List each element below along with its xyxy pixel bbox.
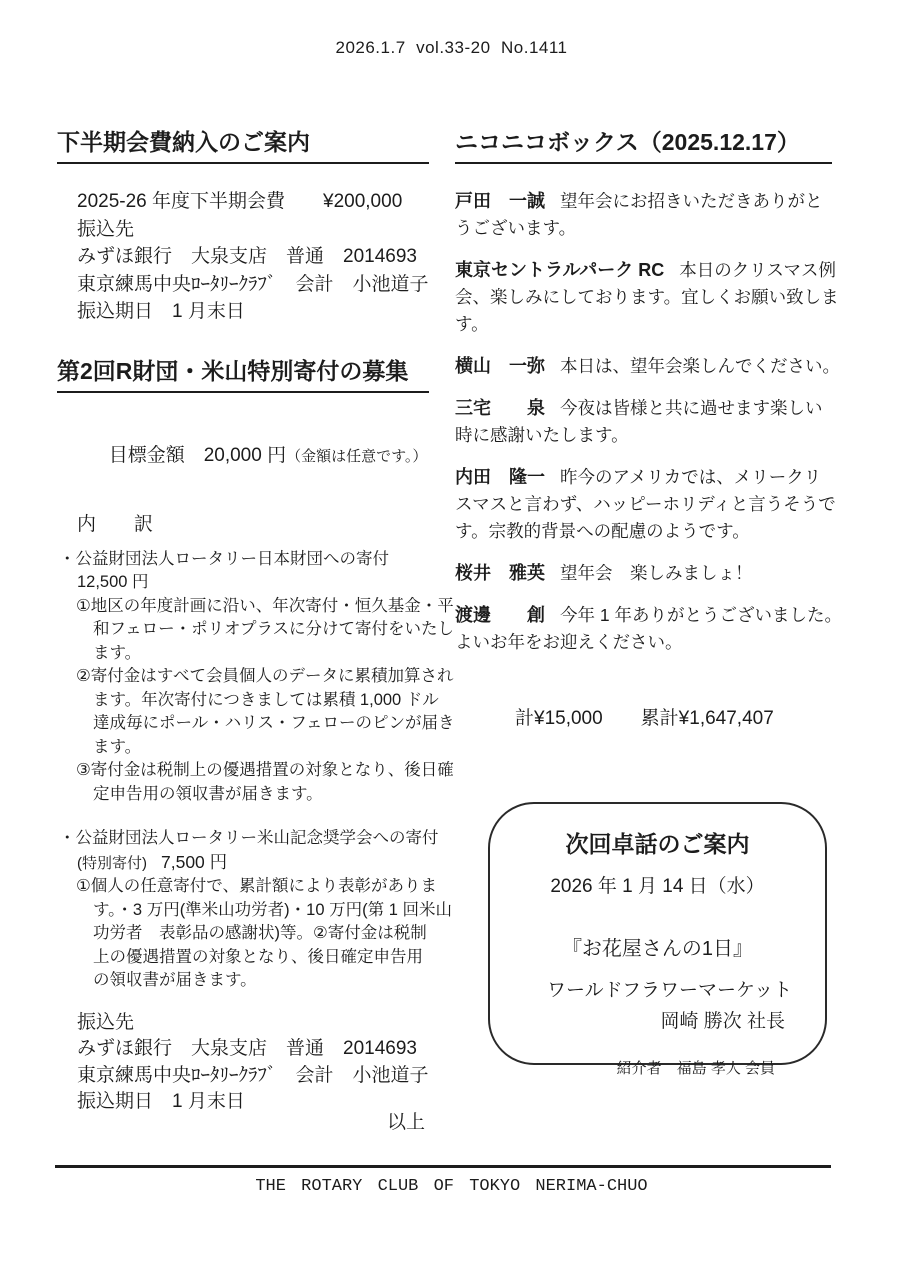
member-name: 内田 隆一	[455, 467, 545, 487]
niconico-entry	[455, 464, 836, 545]
note-line: ます。年次寄付につきましては累積 1,000 ドル	[93, 690, 439, 709]
niconico-entry	[455, 602, 842, 656]
note-line: の領収書が届きます。	[93, 971, 257, 989]
payto-line: みずほ銀行 大泉支店 普通 2014693	[77, 1038, 417, 1059]
niconico-total: 計¥15,000 累計¥1,647,407	[515, 708, 774, 729]
niconico-entry	[455, 395, 832, 449]
entry-text: よいお年をお迎えください。	[455, 632, 683, 652]
payto-line: 振込期日 1 月末日	[77, 1091, 245, 1112]
note-line: ③寄付金は税制上の優遇措置の対象となり、後日確	[76, 761, 454, 779]
member-name: 桜井 雅英	[455, 563, 545, 583]
note-line: ます。	[93, 737, 142, 756]
entry-text: 昨今のアメリカでは、メリークリ	[560, 467, 822, 487]
section-title-membership-fee: 下半期会費納入のご案内	[57, 127, 429, 164]
note-line: す。・3 万円(準米山功労者)・10 万円(第 1 回米山	[93, 900, 452, 919]
special-donation-label: (特別寄付)	[77, 854, 147, 872]
next-talk-title: 次回卓話のご案内	[565, 831, 750, 857]
donation-amount: 12,500 円	[77, 573, 149, 591]
entry-text: 望年会 楽しみましょ！	[560, 563, 753, 583]
note-line: ①地区の年度計画に沿い、年次寄付・恒久基金・平	[76, 596, 454, 615]
donation-amount	[57, 851, 429, 876]
fee-line: 振込期日 1 月末日	[77, 301, 245, 322]
entry-text: す。宗教的背景への配慮のようです。	[455, 521, 750, 541]
donation-item-title: ・公益財団法人ロータリー米山記念奨学会への寄付	[59, 829, 439, 847]
donation-item-japan-fund	[57, 548, 455, 807]
payto-line: 東京練馬中央ﾛｰﾀﾘｰｸﾗﾌﾞ 会計 小池道子	[77, 1064, 429, 1086]
entry-text: 時に感謝いたします。	[455, 425, 629, 445]
section-title-donation: 第2回R財団・米山特別寄付の募集	[57, 356, 429, 393]
fee-line: 振込先	[77, 218, 135, 240]
speaker-name: 岡崎 勝次 社長	[660, 1011, 785, 1032]
note-line: 和フェロー・ポリオプラスに分けて寄付をいたし	[93, 620, 455, 638]
entry-text: 今年 1 年ありがとうございました。	[560, 605, 842, 625]
note-line: 功労者 表彰品の感謝状)等。②寄付金は税制	[93, 924, 427, 942]
talk-topic: 『お花屋さんの1日』	[561, 938, 754, 960]
speaker-company: ワールドフラワーマーケット	[547, 980, 793, 1001]
closing-label: 以上	[386, 1111, 425, 1133]
niconico-entry	[455, 257, 839, 338]
club-name-footer: THE ROTARY CLUB OF TOKYO NERIMA-CHUO	[255, 1177, 648, 1196]
note-line: ②寄付金はすべて会員個人のデータに累積加算され	[76, 667, 454, 685]
left-column	[57, 127, 455, 1136]
note-line: ①個人の任意寄付で、累計額により表彰がありま	[76, 877, 437, 895]
member-name: 戸田 一誠	[455, 191, 545, 211]
fee-line: 東京練馬中央ﾛｰﾀﾘｰｸﾗﾌﾞ 会計 小池道子	[77, 273, 429, 295]
goal-line	[57, 415, 429, 497]
next-talk-box	[488, 802, 827, 1077]
donation-item-yoneyama	[57, 827, 452, 993]
fee-line: みずほ銀行 大泉支店 普通 2014693	[77, 246, 417, 267]
note-line: ます。	[93, 643, 142, 662]
niconico-entry	[455, 188, 832, 242]
next-talk-date: 2026 年 1 月 14 日（水）	[550, 876, 765, 897]
donation-item-title: ・公益財団法人ロータリー日本財団への寄付	[59, 549, 389, 568]
niconico-entry	[455, 560, 832, 587]
fee-info-block	[57, 188, 429, 326]
goal-note: （金額は任意です。）	[286, 447, 428, 465]
member-name: 横山 一弥	[455, 356, 545, 376]
payto-line: 振込先	[77, 1011, 135, 1033]
note-line: 上の優遇措置の対象となり、後日確定申告用	[93, 947, 423, 966]
entry-text: 望年会にお招きいただきありがと	[560, 191, 823, 211]
entry-text: 会、楽しみにしております。宜しくお願い致しま	[455, 287, 839, 307]
entry-text: 本日は、望年会楽しんでください。	[560, 356, 840, 376]
entry-text: スマスと言わず、ハッピーホリディと言うそうで	[455, 494, 836, 514]
entry-text: 本日のクリスマス例	[679, 260, 837, 280]
introducer-line: 紹介者 福島 孝人 会員	[616, 1060, 775, 1077]
entry-text: 今夜は皆様と共に過せます楽しい	[560, 398, 823, 418]
right-column	[455, 127, 842, 730]
note-line: 定申告用の領収書が届きます。	[93, 784, 323, 803]
goal-amount: 目標金額 20,000 円	[108, 444, 287, 466]
entry-text: す。	[455, 314, 489, 334]
section-title-niconico: ニコニコボックス（2025.12.17）	[455, 127, 832, 164]
niconico-entry	[455, 353, 840, 380]
breakdown-label: 内 訳	[77, 513, 154, 535]
issue-line: 2026.1.7 vol.33-20 No.1411	[335, 38, 568, 57]
note-line: 達成毎にポール・ハリス・フェローのピンが届き	[93, 714, 455, 732]
member-name: 三宅 泉	[455, 398, 545, 418]
entry-text: うございます。	[455, 218, 577, 238]
fee-line: 2025-26 年度下半期会費 ¥200,000	[77, 191, 403, 212]
footer-rule	[55, 1165, 831, 1168]
member-name: 東京セントラルパーク RC	[455, 260, 665, 280]
special-donation-amount: 7,500 円	[161, 851, 228, 872]
member-name: 渡邊 創	[455, 605, 545, 625]
payto-block	[57, 1010, 429, 1116]
